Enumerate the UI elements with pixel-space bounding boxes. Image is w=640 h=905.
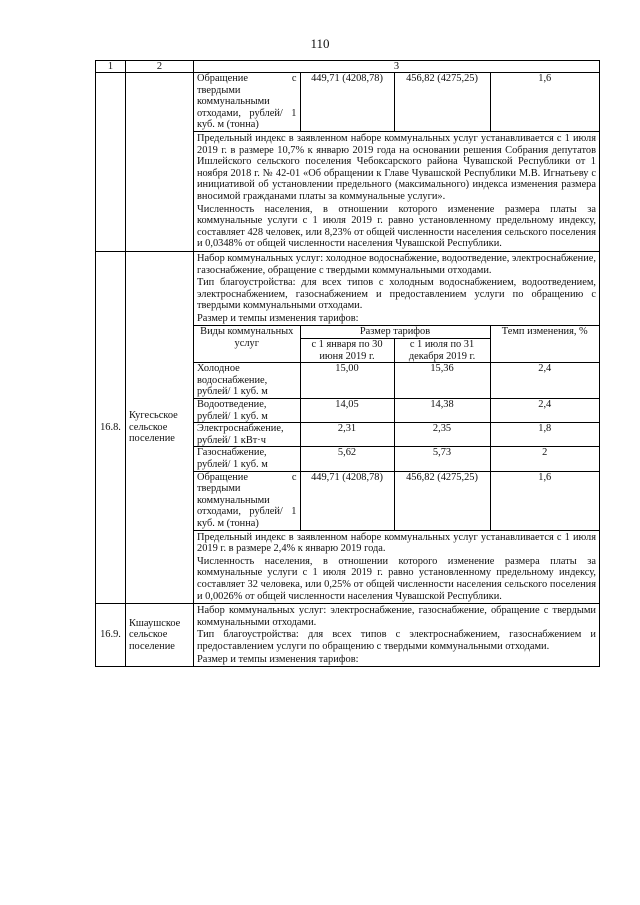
service-label: Обращение с твердыми коммунальными отходами, рублей/ 1 куб. м (тонна) xyxy=(194,73,300,131)
paragraph: Набор коммунальных услуг: холодное водоснабжение, водоотведение, электроснабжение, газоснабжение, обращение с твердыми коммунальными отходами. xyxy=(197,252,596,276)
section-number: 16.8. xyxy=(96,251,126,603)
paragraph: Предельный индекс в заявленном наборе коммунальных услуг устанавливается с 1 июля 2019 г. в размере 10,7% к январю 2019 года на основании решения Собрания депутатов Ишлейского сельского поселения Чебоксарского района Чувашской Республики от 1 ноября 2018 г. № 42-01 «Об обращении к Главе Чувашской Республики М.В. Игнатьеву с инициативой об установлении предельного (максимального) индекса изменения размера вносимой гражданами платы за коммунальные услуги». xyxy=(197,132,596,202)
header-col-1: 1 xyxy=(96,61,126,73)
column-header: Виды коммунальных услуг xyxy=(194,326,300,363)
table-row xyxy=(194,73,599,131)
paragraph: Тип благоустройства: для всех типов с электроснабжением, газоснабжением и предоставлением услуги по обращению с твердыми коммунальными отходами. xyxy=(197,629,596,652)
value-period-1: 5,62 xyxy=(300,447,394,471)
value-period-1: 2,31 xyxy=(300,423,394,447)
service-label: Электроснабжение, рублей/ 1 кВт·ч xyxy=(194,423,300,447)
column-header: Темп изменения, % xyxy=(490,326,599,363)
section-name: Кугесьское сельское поселение xyxy=(126,251,194,603)
page-number: 110 xyxy=(310,36,330,51)
value-period-2: 5,73 xyxy=(394,447,490,471)
section-name: Кшаушское сельское поселение xyxy=(126,604,194,667)
value-rate: 2,4 xyxy=(490,363,599,399)
value-rate: 1,8 xyxy=(490,423,599,447)
value-rate: 2,4 xyxy=(490,399,599,423)
section-number: 16.9. xyxy=(96,604,126,667)
value-period-2: 2,35 xyxy=(394,423,490,447)
value-period-2: 456,82 (4275,25) xyxy=(394,471,490,530)
paragraph: Численность населения, в отношении которого изменение размера платы за коммунальные услуги с 1 июля 2019 г. равно установленному предельному индексу, составляет 428 человек, или 8,23% от общей численности населения сельского поселения и 0,0348% от общей численности населения Чувашской Республики. xyxy=(197,203,596,250)
table-row xyxy=(194,447,599,471)
value-period-2: 456,82 (4275,25) xyxy=(394,73,490,131)
table-row xyxy=(194,399,599,423)
paragraph: Численность населения, в отношении которого изменение размера платы за коммунальные услуги с 1 июля 2019 г. равно установленному предельному индексу, составляет 32 человека, или 0,25% от общей численности населения сельского поселения и 0,0026% от общей численности населения Чувашской Республики. xyxy=(197,555,596,602)
value-period-2: 14,38 xyxy=(394,399,490,423)
column-header: Размер тарифов xyxy=(300,326,490,339)
value-period-1: 15,00 xyxy=(300,363,394,399)
value-period-1: 14,05 xyxy=(300,399,394,423)
table-row xyxy=(194,471,599,530)
tariff-table xyxy=(95,60,600,667)
service-label: Газоснабжение, рублей/ 1 куб. м xyxy=(194,447,300,471)
value-period-1: 449,71 (4208,78) xyxy=(300,471,394,530)
paragraph: Размер и темпы изменения тарифов: xyxy=(197,312,359,324)
value-rate: 1,6 xyxy=(490,471,599,530)
value-period-1: 449,71 (4208,78) xyxy=(300,73,394,131)
table-row xyxy=(194,363,599,399)
service-label: Холодное водоснабжение, рублей/ 1 куб. м xyxy=(194,363,300,399)
continuation-row xyxy=(96,73,600,252)
column-header: с 1 января по 30 июня 2019 г. xyxy=(300,339,394,363)
paragraph: Набор коммунальных услуг: электроснабжение, газоснабжение, обращение с твердыми коммунальными отходами. xyxy=(197,605,596,628)
service-label: Водоотведение, рублей/ 1 куб. м xyxy=(194,399,300,423)
paragraph: Тип благоустройства: для всех типов с холодным водоснабжением, водоотведением, электроснабжением, газоснабжением и предоставлением услуги по обращению с твердыми коммунальными отходами. xyxy=(197,277,596,312)
service-label: Обращение с твердыми коммунальными отходами, рублей/ 1 куб. м (тонна) xyxy=(194,471,300,530)
header-col-3: 3 xyxy=(194,61,600,73)
header-col-2: 2 xyxy=(126,61,194,73)
continuation-subtable xyxy=(194,73,599,132)
section-row-16-8 xyxy=(96,251,600,603)
column-header: с 1 июля по 31 декабря 2019 г. xyxy=(394,339,490,363)
value-rate: 2 xyxy=(490,447,599,471)
value-rate: 1,6 xyxy=(490,73,599,131)
table-row xyxy=(194,423,599,447)
header-row xyxy=(96,61,600,73)
paragraph: Размер и темпы изменения тарифов: xyxy=(197,653,359,665)
value-period-2: 15,36 xyxy=(394,363,490,399)
paragraph: Предельный индекс в заявленном наборе коммунальных услуг устанавливается с 1 июля 2019 г. в размере 2,4% к январю 2019 года. xyxy=(197,531,596,555)
section-row-16-9 xyxy=(96,604,600,667)
tariff-subtable xyxy=(194,325,599,530)
